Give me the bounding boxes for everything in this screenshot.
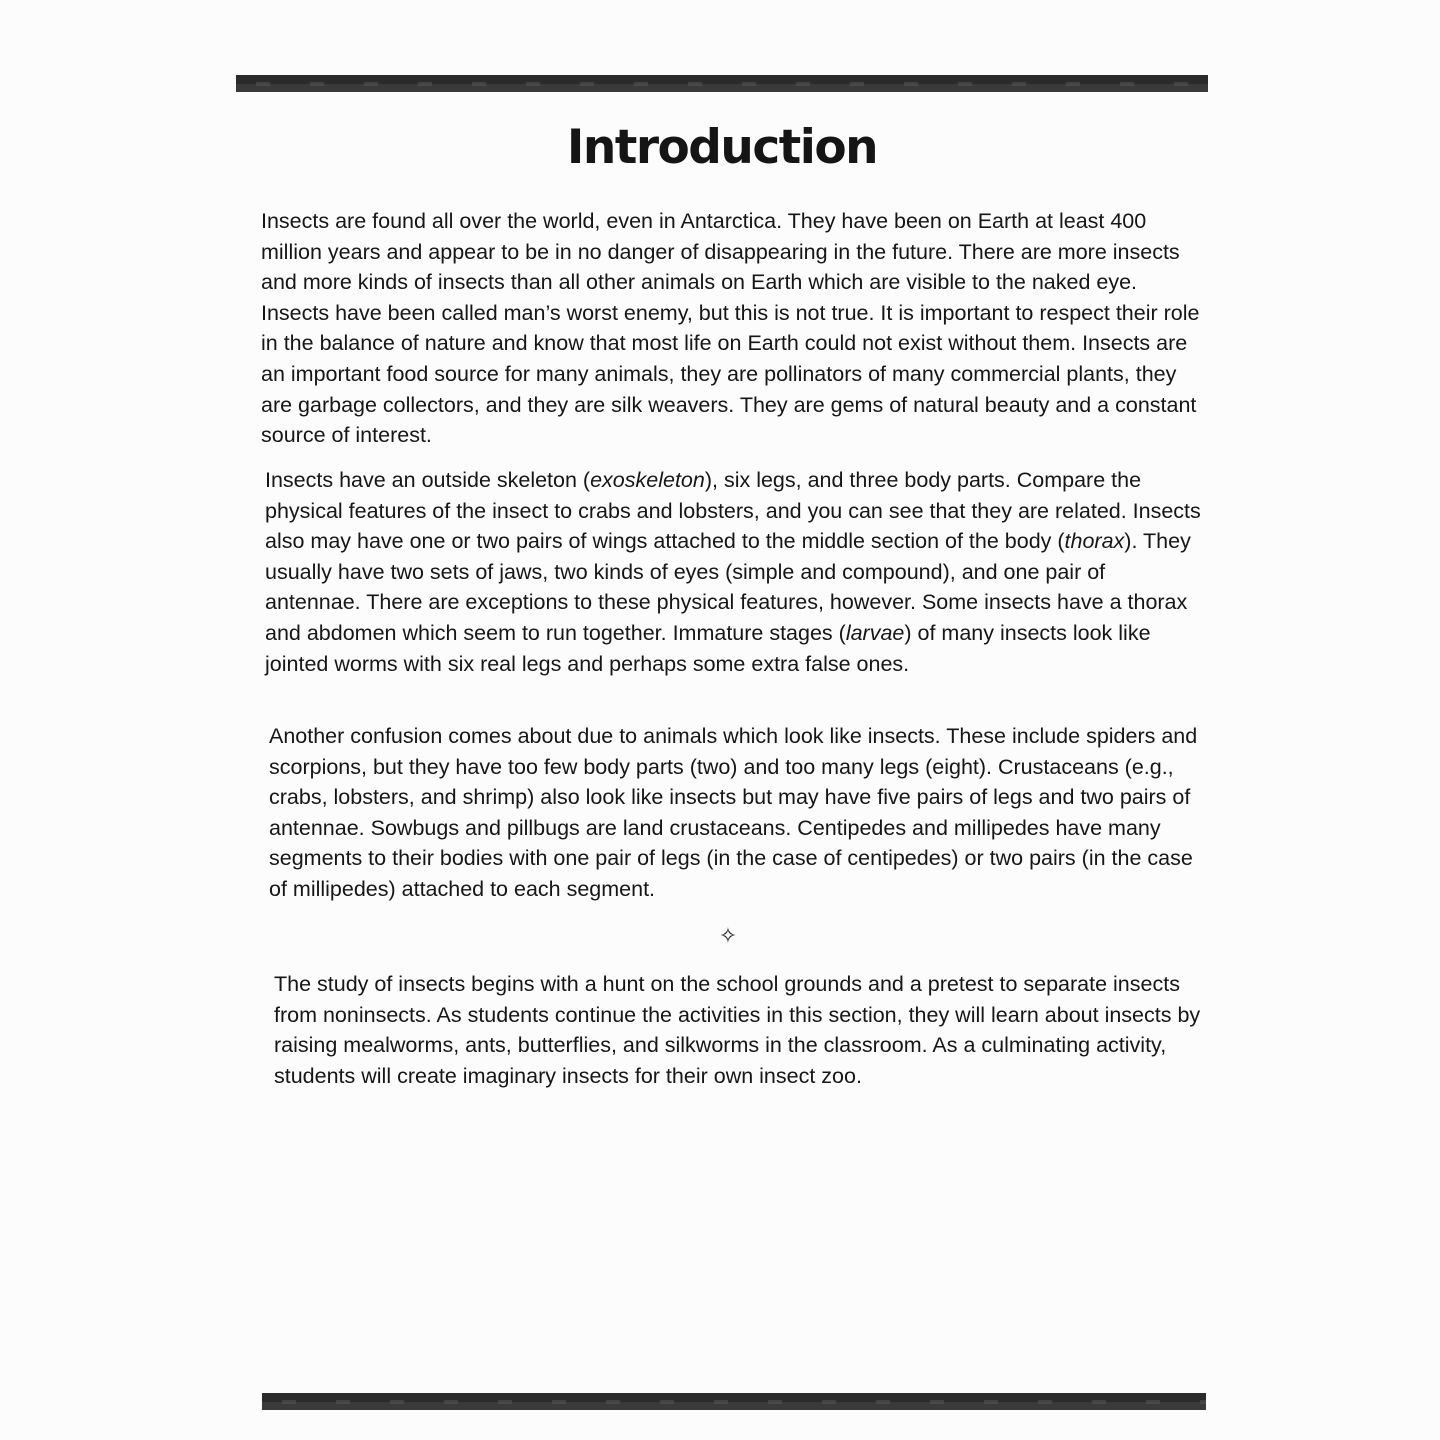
- paragraph-text: Insects are found all over the world, even in Antarctica. They have been on Earth at least 400 million years and appear to be in no danger of disappearing in the future. There are more insects and more kinds of insects than all other animals on Earth which are visible to the naked eye. Insects have been called man’s worst enemy, but this is not true. It is important to respect their role in the balance of nature and know that most life on Earth could not exist without them. Insects are an important food source for many animals, they are pollinators of many commercial plants, they are garbage collectors, and they are silk weavers. They are gems of natural beauty and a constant source of interest.: [261, 209, 1200, 448]
- decorative-border-top: [236, 72, 1208, 96]
- intro-paragraph-2: [265, 465, 1205, 679]
- paragraph-text: The study of insects begins with a hunt on the school grounds and a pretest to separate insects from noninsects. As students continue the activities in this section, they will learn about insects by raising mealworms, ants, butterflies, and silkworms in the classroom. As a culminating activity, students will create imaginary insects for their own insect zoo.: [274, 972, 1201, 1088]
- paragraph-text: Insects have an outside skeleton (: [265, 468, 591, 492]
- paragraph-text: ), six legs, and three body parts. Compare the physical features of the insect to crabs and lobsters, and you can see that they are related. Insects also may have one or two pairs of wings attached to the middle section of the body (: [265, 468, 1201, 554]
- star-divider-icon: ✧: [718, 924, 738, 949]
- intro-paragraph-4: [274, 969, 1214, 1091]
- intro-paragraph-1: [261, 206, 1201, 451]
- italic-term: larvae: [845, 620, 905, 645]
- paragraph-text: ) of many insects look like jointed worms with six real legs and perhaps some extra false ones.: [265, 620, 1151, 676]
- paragraph-text: Another confusion comes about due to animals which look like insects. These include spiders and scorpions, but they have too few body parts (two) and too many legs (eight). Crustaceans (e.g., crabs, lobsters, and shrimp) also look like insects but may have five pairs of legs and two pairs of antennae. Sowbugs and pillbugs are land crustaceans. Centipedes and millipedes have many segments to their bodies with one pair of legs (in the case of centipedes) or two pairs (in the case of millipedes) attached to each segment.: [269, 724, 1198, 901]
- page-title: Introduction: [566, 120, 878, 175]
- decorative-border-bottom: [262, 1390, 1206, 1414]
- intro-paragraph-3: [269, 721, 1209, 905]
- paragraph-text: ). They usually have two sets of jaws, two kinds of eyes (simple and compound), and one pair of antennae. There are exceptions to these physical features, however. Some insects have a thorax and abdomen which seem to run together. Immature stages (: [265, 529, 1191, 645]
- italic-term: thorax: [1064, 529, 1125, 554]
- italic-term: exoskeleton: [590, 468, 705, 492]
